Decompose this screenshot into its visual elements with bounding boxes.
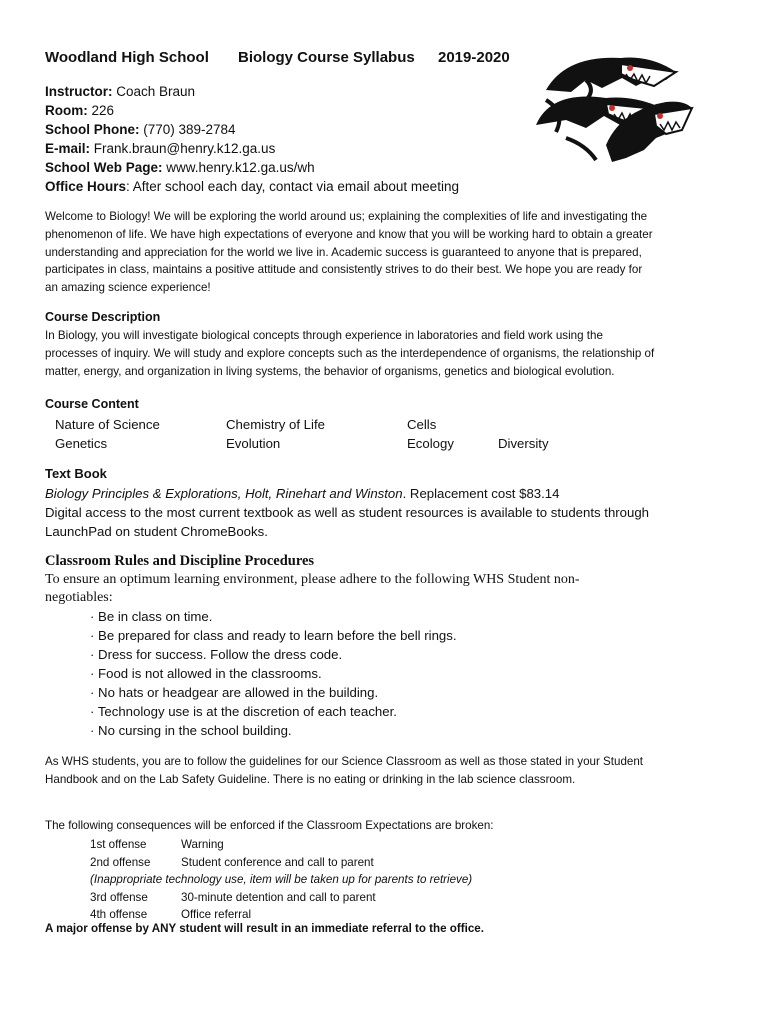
content-item: Diversity [498,436,549,451]
email-row [45,139,459,158]
instructor-label: Instructor: [45,84,113,99]
school-year: 2019-2020 [438,49,510,66]
course-title: Biology Course Syllabus [238,49,415,66]
list-item: · Food is not allowed in the classrooms. [90,666,322,681]
content-item: Nature of Science [55,417,160,432]
content-item: Cells [407,417,437,432]
phone-value: (770) 389-2784 [139,122,236,137]
rules-list [90,607,457,740]
book-title: Biology Principles & Explorations, Holt, Rinehart and Winston [45,486,403,501]
course-content-heading: Course Content [45,397,139,411]
text-book-body [45,484,665,541]
content-item: Evolution [226,436,281,451]
list-item: · Be prepared for class and ready to learn before the bell rings. [90,628,457,643]
content-item: Chemistry of Life [226,417,325,432]
course-description-heading: Course Description [45,310,161,324]
list-item: · No cursing in the school building. [90,723,292,738]
email-label: E-mail: [45,141,91,156]
phone-label: School Phone: [45,122,140,137]
text-book-heading: Text Book [45,466,107,481]
web-link[interactable]: www.henry.k12.ga.us/wh [162,160,315,175]
instructor-value: Coach Braun [112,84,196,99]
web-label: School Web Page: [45,160,163,175]
welcome-paragraph: Welcome to Biology! We will be exploring the world around us; explaining the complexities of life and investigating the phenomenon of life. We have high expectations of everyone and know that you will be working hard to obtain a greater understanding and appreciation for the world we live in. Academic success is guaranteed to anyone that is prepared, participates in class, maintains a positive attitude and consistently strives to do their best. We hope you are ready for an amazing science experience! [45,210,653,295]
list-item: · Dress for success. Follow the dress code. [90,647,343,662]
contact-info [45,82,459,196]
offense-action: Warning [181,838,224,851]
room-label: Room: [45,103,88,118]
room-row [45,101,459,120]
offense-label: 2nd offense [90,855,151,869]
content-item: Ecology [407,436,454,451]
offense-action: Student conference and call to parent [181,855,374,869]
rules-heading: Classroom Rules and Discipline Procedures [45,553,315,569]
replacement-cost: . Replacement cost $83.14 [402,486,560,501]
wolfpack-logo-icon [526,50,694,170]
rules-intro: To ensure an optimum learning environment, please adhere to the following WHS Student non-negotiables: [45,572,580,605]
major-offense-notice: A major offense by ANY student will result in an immediate referral to the office. [45,922,484,935]
office-hours-row [45,177,459,196]
web-row [45,158,459,177]
office-hours-value: : After school each day, contact via email about meeting [126,179,459,194]
office-hours-label: Office Hours [45,179,127,194]
offense-label: 1st offense [90,838,147,851]
offense-label: 4th offense [90,908,148,921]
digital-access-text: Digital access to the most current textbook as well as student resources is available to students through LaunchPad on student ChromeBooks. [45,505,650,539]
offense-label: 3rd offense [90,890,148,904]
school-name: Woodland High School [45,49,209,66]
list-item: · No hats or headgear are allowed in the building. [90,685,379,700]
offense-action: Office referral [181,908,252,921]
list-item: · Be in class on time. [90,609,213,624]
consequences-intro: The following consequences will be enforced if the Classroom Expectations are broken: [45,819,494,832]
instructor-row [45,82,459,101]
content-item: Genetics [55,436,108,451]
email-link[interactable]: Frank.braun@henry.k12.ga.us [90,141,276,156]
offense-action: 30-minute detention and call to parent [181,890,376,904]
list-item: · Technology use is at the discretion of each teacher. [90,704,397,719]
course-description-body: In Biology, you will investigate biological concepts through experience in laboratories and field work using the processes of inquiry. We will study and explore concepts such as the interdependence of organisms, the relationship of matter, energy, and organization in living systems, the behavior of organisms, genetics and biological evolution. [45,329,655,378]
room-value: 226 [87,103,115,118]
technology-note: (Inappropriate technology use, item will be taken up for parents to retrieve) [90,873,473,886]
phone-row [45,120,459,139]
guidelines-paragraph: As WHS students, you are to follow the guidelines for our Science Classroom as well as those stated in your Student Handbook and on the Lab Safety Guideline. There is no eating or drinking in the lab science classroom. [45,755,644,786]
